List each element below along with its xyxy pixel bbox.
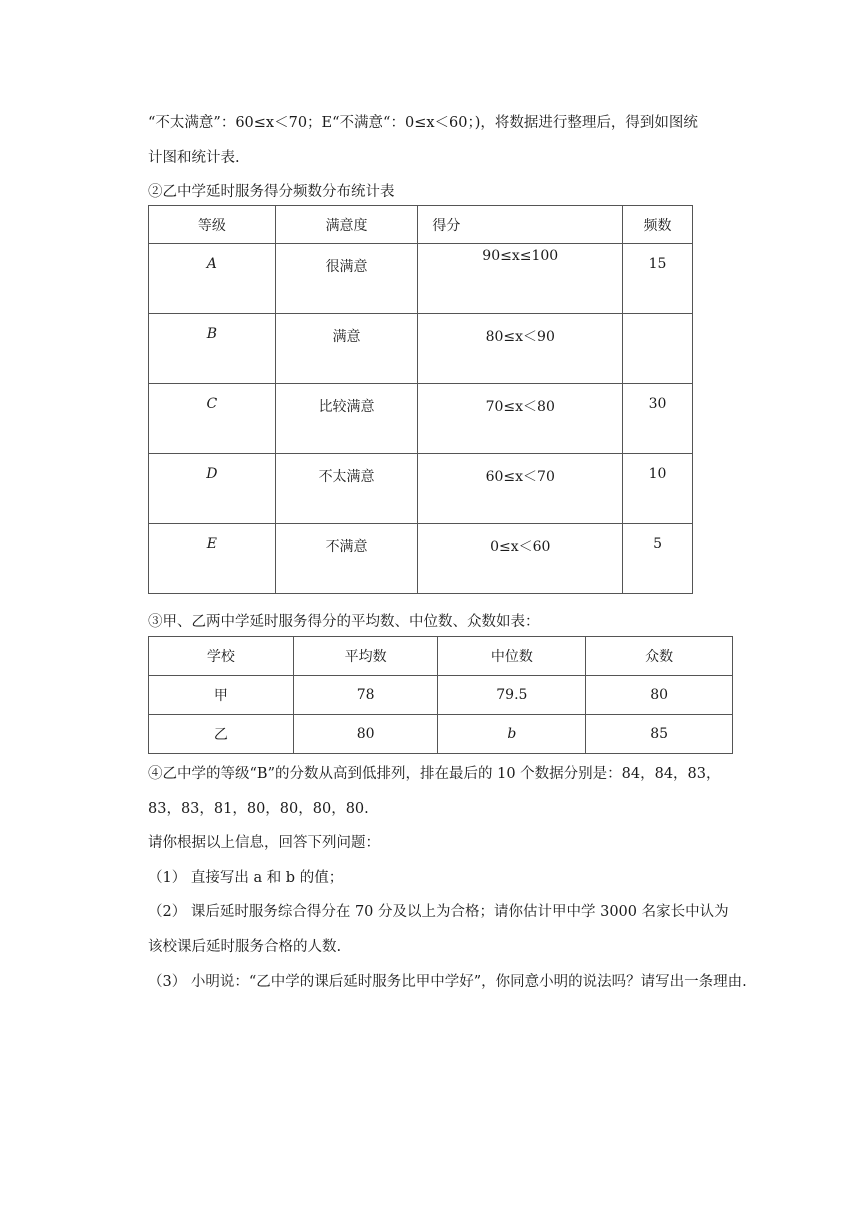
grade-cell: C — [149, 384, 276, 454]
score-cell: 90≤x≤100 — [418, 244, 623, 314]
frequency-cell: 30 — [623, 384, 693, 454]
table-row — [149, 314, 693, 384]
question-2-line-1: （2） 课后延时服务综合得分在 70 分及以上为合格；请你估计甲中学 3000 名家长中认为 — [148, 904, 729, 920]
question-2-line-2: 该校课后延时服务合格的人数. — [148, 939, 342, 955]
grade-cell: B — [149, 314, 276, 384]
table2-caption: ③甲、乙两中学延时服务得分的平均数、中位数、众数如表： — [148, 614, 540, 630]
statistics-table — [148, 636, 733, 754]
score-cell: 0≤x＜60 — [418, 524, 623, 594]
table-row — [149, 244, 693, 314]
median-cell: b — [438, 715, 586, 754]
frequency-table — [148, 205, 693, 594]
score-cell: 60≤x＜70 — [418, 454, 623, 524]
header-frequency: 频数 — [623, 206, 693, 244]
score-cell: 80≤x＜90 — [418, 314, 623, 384]
header-school: 学校 — [149, 637, 294, 676]
header-satisfaction: 满意度 — [275, 206, 418, 244]
grade-cell: A — [149, 244, 276, 314]
score-cell: 70≤x＜80 — [418, 384, 623, 454]
frequency-table-header — [149, 206, 693, 244]
grade-cell: E — [149, 524, 276, 594]
question-3: （3） 小明说：“乙中学的课后延时服务比甲中学好”，你同意小明的说法吗？请写出一条理由. — [148, 974, 747, 990]
questions-prompt: 请你根据以上信息，回答下列问题： — [148, 835, 380, 851]
table-row — [149, 715, 733, 754]
grade-cell: D — [149, 454, 276, 524]
school-cell: 甲 — [149, 676, 294, 715]
table-row — [149, 676, 733, 715]
note4-line-1: ④乙中学的等级“B”的分数从高到低排列，排在最后的 10 个数据分别是：84，84，83， — [148, 766, 721, 782]
mean-cell: 78 — [293, 676, 438, 715]
table-row — [149, 454, 693, 524]
satisfaction-cell: 比较满意 — [275, 384, 418, 454]
mean-cell: 80 — [293, 715, 438, 754]
satisfaction-cell: 满意 — [275, 314, 418, 384]
frequency-cell — [623, 314, 693, 384]
mode-cell: 85 — [586, 715, 733, 754]
question-1: （1） 直接写出 a 和 b 的值； — [148, 870, 344, 886]
mode-cell: 80 — [586, 676, 733, 715]
header-grade: 等级 — [149, 206, 276, 244]
statistics-table-header — [149, 637, 733, 676]
frequency-cell: 15 — [623, 244, 693, 314]
intro-line-2: 计图和统计表. — [148, 150, 240, 166]
header-score: 得分 — [418, 206, 623, 244]
median-cell: 79.5 — [438, 676, 586, 715]
satisfaction-cell: 很满意 — [275, 244, 418, 314]
satisfaction-cell: 不太满意 — [275, 454, 418, 524]
satisfaction-cell: 不满意 — [275, 524, 418, 594]
table-row — [149, 384, 693, 454]
header-mean: 平均数 — [293, 637, 438, 676]
frequency-cell: 10 — [623, 454, 693, 524]
table-row — [149, 524, 693, 594]
frequency-cell: 5 — [623, 524, 693, 594]
table1-caption: ②乙中学延时服务得分频数分布统计表 — [148, 184, 395, 200]
school-cell: 乙 — [149, 715, 294, 754]
note4-line-2: 83，83，81，80，80，80，80. — [148, 801, 369, 817]
header-median: 中位数 — [438, 637, 586, 676]
intro-line-1: “不太满意”：60≤x＜70；E“不满意“：0≤x＜60；)，将数据进行整理后，得到如图统 — [148, 115, 698, 131]
header-mode: 众数 — [586, 637, 733, 676]
